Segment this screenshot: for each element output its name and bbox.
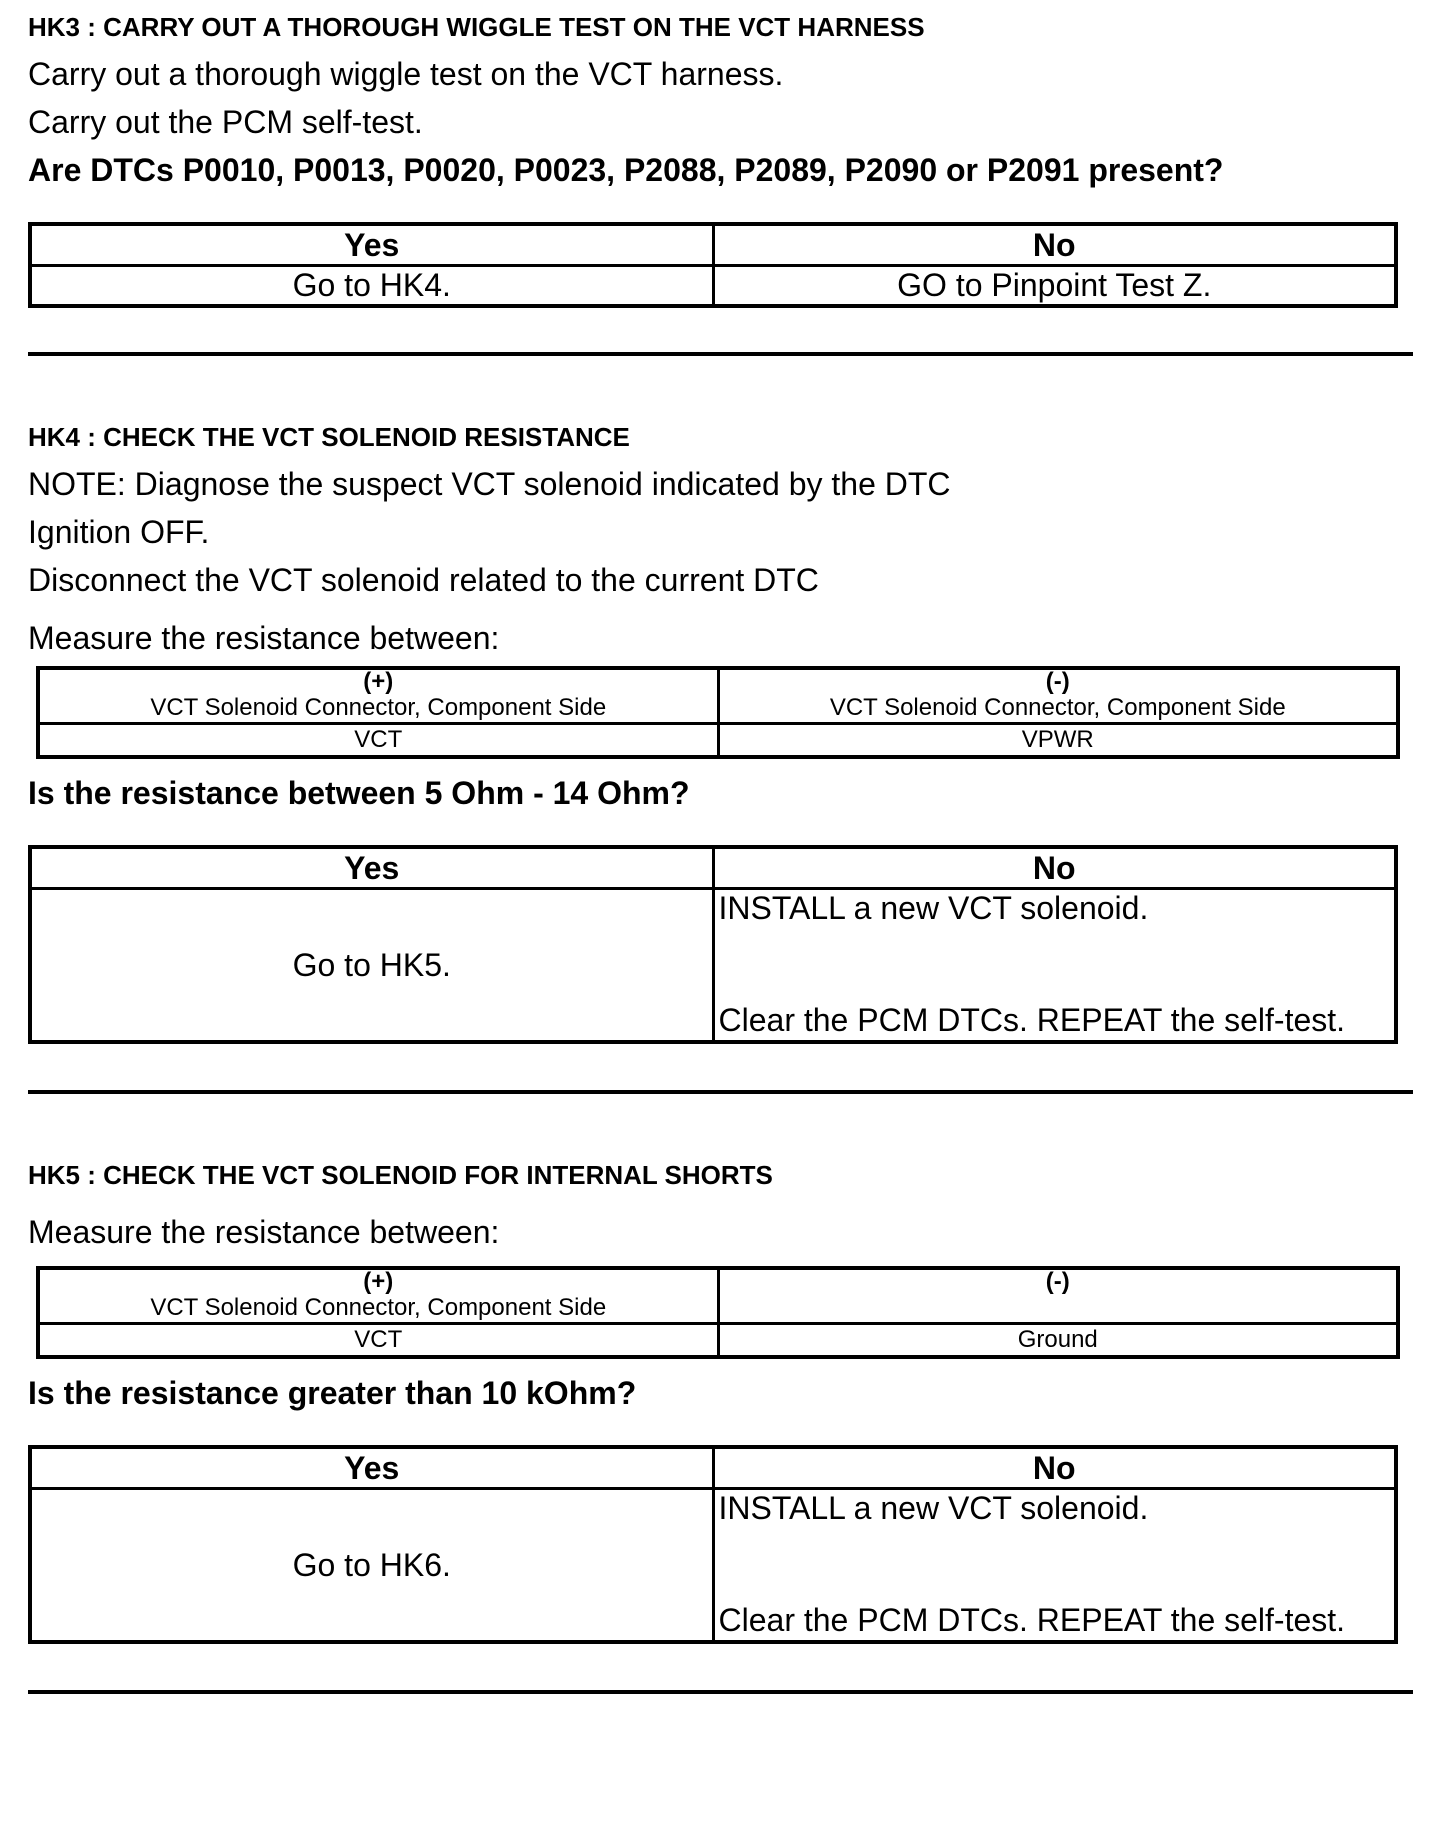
hk3-title: HK3 : CARRY OUT A THOROUGH WIGGLE TEST ON THE VCT HARNESS xyxy=(28,12,925,42)
document-page xyxy=(28,0,1408,1694)
hk5-negative-probe xyxy=(718,1268,1398,1324)
hk5-negative-pin: Ground xyxy=(718,1324,1398,1358)
hk5-yes-action: Go to HK6. xyxy=(30,1489,713,1643)
hk5-section xyxy=(28,1094,1408,1694)
hk4-negative-probe xyxy=(718,668,1398,724)
hk4-positive-pin: VCT xyxy=(38,724,718,758)
hk5-yes-header: Yes xyxy=(30,1447,713,1489)
hk5-question: Is the resistance greater than 10 kOhm? xyxy=(28,1375,637,1411)
hk4-negative-sign: (-) xyxy=(1045,668,1070,695)
hk4-no-action xyxy=(713,889,1396,1043)
hk5-negative-sign: (-) xyxy=(1045,1268,1070,1295)
hk4-instruction-2: Disconnect the VCT solenoid related to the current DTC xyxy=(28,562,819,598)
hk4-yes-action: Go to HK5. xyxy=(30,889,713,1043)
hk5-positive-pin: VCT xyxy=(38,1324,718,1358)
hk4-pin-table xyxy=(36,666,1400,759)
hk5-positive-connector: VCT Solenoid Connector, Component Side xyxy=(150,1294,607,1321)
hk3-instruction-1: Carry out a thorough wiggle test on the VCT harness. xyxy=(28,56,784,92)
hk5-decision-table xyxy=(28,1445,1398,1644)
hk5-title: HK5 : CHECK THE VCT SOLENOID FOR INTERNAL SHORTS xyxy=(28,1160,773,1190)
hk3-question: Are DTCs P0010, P0013, P0020, P0023, P2088, P2089, P2090 or P2091 present? xyxy=(28,152,1224,188)
hk4-yes-header: Yes xyxy=(30,847,713,889)
hk4-negative-pin: VPWR xyxy=(718,724,1398,758)
hk4-note: NOTE: Diagnose the suspect VCT solenoid indicated by the DTC xyxy=(28,466,951,502)
hk4-negative-connector: VCT Solenoid Connector, Component Side xyxy=(829,694,1286,721)
hk5-no-action-clear: Clear the PCM DTCs. REPEAT the self-test. xyxy=(718,1602,1346,1638)
hk5-no-action-install: INSTALL a new VCT solenoid. xyxy=(718,1490,1149,1526)
hk4-positive-connector: VCT Solenoid Connector, Component Side xyxy=(150,694,607,721)
hk4-no-action-install: INSTALL a new VCT solenoid. xyxy=(718,890,1149,926)
hk3-instruction-2: Carry out the PCM self-test. xyxy=(28,104,423,140)
hk4-no-action-clear: Clear the PCM DTCs. REPEAT the self-test. xyxy=(718,1002,1346,1038)
hk4-measure-label: Measure the resistance between: xyxy=(28,620,500,656)
hk4-title: HK4 : CHECK THE VCT SOLENOID RESISTANCE xyxy=(28,422,630,452)
hk3-yes-header: Yes xyxy=(30,224,713,266)
hk5-positive-probe xyxy=(38,1268,718,1324)
hk3-no-header: No xyxy=(713,224,1396,266)
hk5-pin-table xyxy=(36,1266,1400,1359)
section-divider xyxy=(28,1690,1413,1694)
hk5-positive-sign: (+) xyxy=(363,1268,394,1295)
hk4-positive-sign: (+) xyxy=(363,668,394,695)
hk5-measure-label: Measure the resistance between: xyxy=(28,1214,500,1250)
hk4-positive-probe xyxy=(38,668,718,724)
hk4-decision-table xyxy=(28,845,1398,1044)
hk4-no-header: No xyxy=(713,847,1396,889)
hk3-yes-action: Go to HK4. xyxy=(30,266,713,307)
hk5-no-action xyxy=(713,1489,1396,1643)
hk3-decision-table xyxy=(28,222,1398,308)
hk4-section xyxy=(28,356,1408,1094)
hk3-section xyxy=(28,0,1408,356)
hk3-no-action: GO to Pinpoint Test Z. xyxy=(713,266,1396,307)
hk5-no-header: No xyxy=(713,1447,1396,1489)
hk4-instruction-1: Ignition OFF. xyxy=(28,514,210,550)
hk4-question: Is the resistance between 5 Ohm - 14 Ohm? xyxy=(28,775,690,811)
